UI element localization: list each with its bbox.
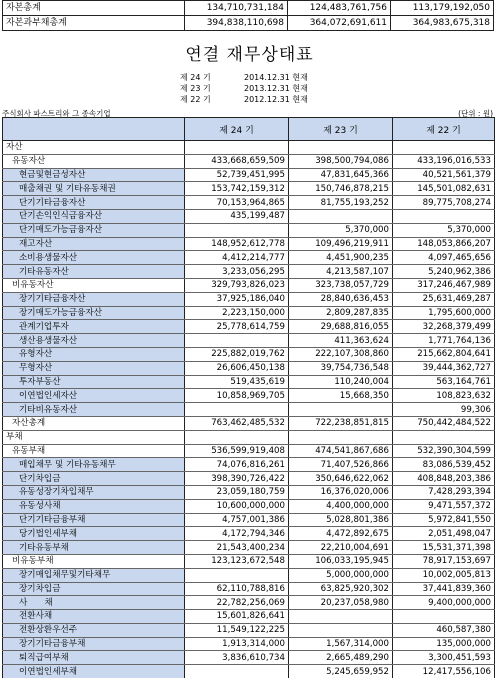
value-24: 1,913,314,000 [185, 637, 289, 651]
table-row [3, 416, 495, 430]
table-row [3, 389, 495, 403]
table-row [3, 568, 495, 582]
value-22: 5,370,000 [393, 223, 495, 237]
value-24: 62,110,788,816 [185, 582, 289, 596]
value-24: 3,836,610,734 [185, 651, 289, 665]
table-row [3, 237, 495, 251]
row-label: 퇴직급여부채 [3, 651, 185, 665]
value-23: 81,755,193,252 [289, 196, 393, 210]
row-label: 단기손익인식금융자산 [3, 209, 185, 223]
unit-label: (단위 : 원) [458, 109, 493, 118]
total-row [3, 16, 494, 31]
row-label: 매출채권 및 기타유동채권 [3, 182, 185, 196]
value-24: 123,123,672,548 [185, 554, 289, 568]
value-24 [185, 141, 289, 155]
value-22: 1,771,764,136 [393, 334, 495, 348]
row-label: 사 채 [3, 596, 185, 610]
row-label: 기타비유동자산 [3, 403, 185, 417]
table-row [3, 582, 495, 596]
row-label: 유동부채 [3, 444, 185, 458]
value-24: 519,435,619 [185, 375, 289, 389]
value-24: 4,757,001,386 [185, 513, 289, 527]
table-row [3, 513, 495, 527]
value-23: 20,237,058,980 [289, 596, 393, 610]
value-22: 12,417,556,106 [393, 665, 495, 678]
value-24: 11,549,122,225 [185, 623, 289, 637]
value-22: 5,240,962,386 [393, 265, 495, 279]
table-row [3, 554, 495, 568]
header-period-22: 제 22 기 [393, 118, 495, 141]
value-23 [289, 209, 393, 223]
row-label: 관계기업투자 [3, 320, 185, 334]
value-24: 536,599,919,408 [185, 444, 289, 458]
totals-table [2, 0, 494, 31]
value-24: 10,600,000,000 [185, 499, 289, 513]
value-24: 225,882,019,762 [185, 347, 289, 361]
value-23: 110,240,004 [289, 375, 393, 389]
value-23: 474,541,867,686 [289, 444, 393, 458]
value-24: 435,199,487 [185, 209, 289, 223]
value-22: 9,471,557,372 [393, 499, 495, 513]
value-23 [289, 430, 393, 444]
value-23: 28,840,636,453 [289, 292, 393, 306]
value-22: 364,983,675,318 [391, 16, 494, 31]
row-label: 유형자산 [3, 347, 185, 361]
header-period-24: 제 24 기 [185, 118, 289, 141]
table-row [3, 458, 495, 472]
value-24: 394,838,110,698 [185, 16, 288, 31]
table-row [3, 610, 495, 624]
period-line: 제 24 기 2014.12.31 현재 [180, 73, 308, 82]
value-24: 23,059,180,759 [185, 485, 289, 499]
value-22: 32,268,379,499 [393, 320, 495, 334]
value-23: 106,033,195,945 [289, 554, 393, 568]
row-label: 유동성사채 [3, 499, 185, 513]
row-label: 단기기타금융부채 [3, 513, 185, 527]
table-row [3, 306, 495, 320]
value-22: 145,501,082,631 [393, 182, 495, 196]
row-label: 장기기타금융부채 [3, 637, 185, 651]
value-22: 39,444,362,727 [393, 361, 495, 375]
value-23: 15,668,350 [289, 389, 393, 403]
row-label: 당기법인세부채 [3, 527, 185, 541]
value-22 [393, 610, 495, 624]
table-row [3, 499, 495, 513]
table-row [3, 651, 495, 665]
row-label: 재고자산 [3, 237, 185, 251]
value-24: 74,076,816,261 [185, 458, 289, 472]
value-23: 364,072,691,611 [288, 16, 391, 31]
total-row [3, 1, 494, 16]
value-23: 398,500,794,086 [289, 154, 393, 168]
value-24: 10,858,969,705 [185, 389, 289, 403]
value-23: 39,754,736,548 [289, 361, 393, 375]
value-24 [185, 334, 289, 348]
table-row [3, 623, 495, 637]
value-22: 750,442,484,522 [393, 416, 495, 430]
value-23: 5,000,000,000 [289, 568, 393, 582]
row-label: 단기기타금융자산 [3, 196, 185, 210]
value-22: 40,521,561,379 [393, 168, 495, 182]
value-22 [393, 141, 495, 155]
value-23: 5,028,801,386 [289, 513, 393, 527]
table-row [3, 430, 495, 444]
value-22: 5,972,841,550 [393, 513, 495, 527]
value-23: 411,363,624 [289, 334, 393, 348]
value-24: 37,925,186,040 [185, 292, 289, 306]
value-23: 4,400,000,000 [289, 499, 393, 513]
value-22: 25,631,469,287 [393, 292, 495, 306]
value-22: 1,795,600,000 [393, 306, 495, 320]
value-22: 3,300,451,593 [393, 651, 495, 665]
table-row [3, 375, 495, 389]
table-row [3, 141, 495, 155]
balance-sheet-table [2, 117, 495, 678]
header-period-23: 제 23 기 [289, 118, 393, 141]
period-line: 제 23 기 2013.12.31 현재 [180, 84, 308, 93]
value-23: 150,746,878,215 [289, 182, 393, 196]
row-label: 자산 [3, 141, 185, 155]
value-23: 722,238,851,815 [289, 416, 393, 430]
row-label: 소비용생물자산 [3, 251, 185, 265]
value-23: 16,376,020,006 [289, 485, 393, 499]
value-22: 108,823,632 [393, 389, 495, 403]
value-22: 4,097,465,656 [393, 251, 495, 265]
row-label: 장기매입채무및기타채무 [3, 568, 185, 582]
value-23: 5,370,000 [289, 223, 393, 237]
value-24 [185, 568, 289, 582]
value-23: 2,809,287,835 [289, 306, 393, 320]
value-22: 37,441,839,360 [393, 582, 495, 596]
value-23: 47,831,645,366 [289, 168, 393, 182]
value-22 [393, 209, 495, 223]
row-label: 장기차입금 [3, 582, 185, 596]
table-row [3, 334, 495, 348]
page-title: 연결 재무상태표 [185, 45, 314, 65]
value-22: 317,246,467,989 [393, 278, 495, 292]
row-label: 이연법인세자산 [3, 389, 185, 403]
value-23 [289, 623, 393, 637]
table-row [3, 637, 495, 651]
value-23: 109,496,219,911 [289, 237, 393, 251]
row-label: 생산용생물자산 [3, 334, 185, 348]
value-22: 89,775,708,274 [393, 196, 495, 210]
value-23: 22,210,004,691 [289, 541, 393, 555]
value-24: 21,543,400,234 [185, 541, 289, 555]
row-label: 장기기타금융자산 [3, 292, 185, 306]
table-row [3, 403, 495, 417]
table-row [3, 361, 495, 375]
value-24: 763,462,485,532 [185, 416, 289, 430]
value-22: 78,917,153,697 [393, 554, 495, 568]
value-23: 4,472,892,675 [289, 527, 393, 541]
row-label: 기타유동부채 [3, 541, 185, 555]
row-label: 전환사채 [3, 610, 185, 624]
table-row [3, 320, 495, 334]
table-row [3, 665, 495, 678]
value-24: 398,390,726,422 [185, 472, 289, 486]
table-row [3, 168, 495, 182]
value-24: 148,952,612,778 [185, 237, 289, 251]
value-22: 2,051,498,047 [393, 527, 495, 541]
table-row [3, 527, 495, 541]
row-label: 자산총계 [3, 416, 185, 430]
value-24: 3,233,056,295 [185, 265, 289, 279]
table-row [3, 251, 495, 265]
value-22: 408,848,203,386 [393, 472, 495, 486]
table-row [3, 265, 495, 279]
row-label: 이연법인세부채 [3, 665, 185, 678]
value-24: 52,739,451,995 [185, 168, 289, 182]
value-23: 5,245,659,952 [289, 665, 393, 678]
value-24: 2,223,150,000 [185, 306, 289, 320]
value-22: 532,390,304,599 [393, 444, 495, 458]
row-label: 단기차입금 [3, 472, 185, 486]
value-22: 99,306 [393, 403, 495, 417]
value-23: 29,688,816,055 [289, 320, 393, 334]
value-24: 153,742,159,312 [185, 182, 289, 196]
value-24: 134,710,731,184 [185, 1, 288, 16]
table-row [3, 196, 495, 210]
value-24: 15,601,826,641 [185, 610, 289, 624]
value-22 [393, 430, 495, 444]
value-23: 71,407,526,866 [289, 458, 393, 472]
value-23: 4,451,900,235 [289, 251, 393, 265]
table-row [3, 541, 495, 555]
value-23: 124,483,761,756 [288, 1, 391, 16]
value-23: 222,107,308,860 [289, 347, 393, 361]
value-23: 350,646,622,062 [289, 472, 393, 486]
table-row [3, 347, 495, 361]
value-22: 9,400,000,000 [393, 596, 495, 610]
row-label: 비유동부채 [3, 554, 185, 568]
period-list [180, 72, 308, 105]
row-label: 장기매도가능금융자산 [3, 306, 185, 320]
value-23: 4,213,587,107 [289, 265, 393, 279]
value-22: 148,053,866,207 [393, 237, 495, 251]
value-22: 10,002,005,813 [393, 568, 495, 582]
value-24: 329,793,826,023 [185, 278, 289, 292]
value-22: 7,428,293,394 [393, 485, 495, 499]
value-23: 2,665,489,290 [289, 651, 393, 665]
row-label: 투자부동산 [3, 375, 185, 389]
value-24 [185, 223, 289, 237]
value-24: 4,412,214,777 [185, 251, 289, 265]
value-22: 433,196,016,533 [393, 154, 495, 168]
value-24: 4,172,794,346 [185, 527, 289, 541]
row-label: 단기매도가능금융자산 [3, 223, 185, 237]
row-label: 매입채무 및 기타유동채무 [3, 458, 185, 472]
value-23 [289, 141, 393, 155]
value-22: 113,179,192,050 [391, 1, 494, 16]
value-24 [185, 665, 289, 678]
row-label: 자본과부채총계 [3, 16, 185, 31]
table-row [3, 223, 495, 237]
row-label: 전환상환우선주 [3, 623, 185, 637]
table-row [3, 485, 495, 499]
table-row [3, 472, 495, 486]
header-label [3, 118, 185, 141]
value-24: 433,668,659,509 [185, 154, 289, 168]
value-22: 460,587,380 [393, 623, 495, 637]
value-22: 135,000,000 [393, 637, 495, 651]
value-23 [289, 403, 393, 417]
row-label: 부채 [3, 430, 185, 444]
value-22: 15,531,371,398 [393, 541, 495, 555]
value-22: 83,086,539,452 [393, 458, 495, 472]
value-24: 70,153,964,865 [185, 196, 289, 210]
header-row [3, 118, 495, 141]
value-23: 63,825,920,302 [289, 582, 393, 596]
row-label: 기타유동자산 [3, 265, 185, 279]
row-label: 유동성장기차입채무 [3, 485, 185, 499]
value-24: 25,778,614,759 [185, 320, 289, 334]
value-24: 22,782,256,069 [185, 596, 289, 610]
table-row [3, 292, 495, 306]
table-row [3, 444, 495, 458]
period-line: 제 22 기 2012.12.31 현재 [180, 95, 308, 104]
table-row [3, 182, 495, 196]
table-row [3, 209, 495, 223]
value-22: 215,662,804,641 [393, 347, 495, 361]
table-row [3, 596, 495, 610]
row-label: 무형자산 [3, 361, 185, 375]
value-23: 1,567,314,000 [289, 637, 393, 651]
value-24 [185, 403, 289, 417]
row-label: 현금및현금성자산 [3, 168, 185, 182]
value-22: 563,164,761 [393, 375, 495, 389]
row-label: 자본총계 [3, 1, 185, 16]
value-23: 323,738,057,729 [289, 278, 393, 292]
company-name: 주식회사 파스트리와 그 종속기업 [2, 109, 111, 118]
table-row [3, 154, 495, 168]
value-23 [289, 610, 393, 624]
row-label: 비유동자산 [3, 278, 185, 292]
value-24: 26,606,450,138 [185, 361, 289, 375]
value-24 [185, 430, 289, 444]
table-row [3, 278, 495, 292]
row-label: 유동자산 [3, 154, 185, 168]
